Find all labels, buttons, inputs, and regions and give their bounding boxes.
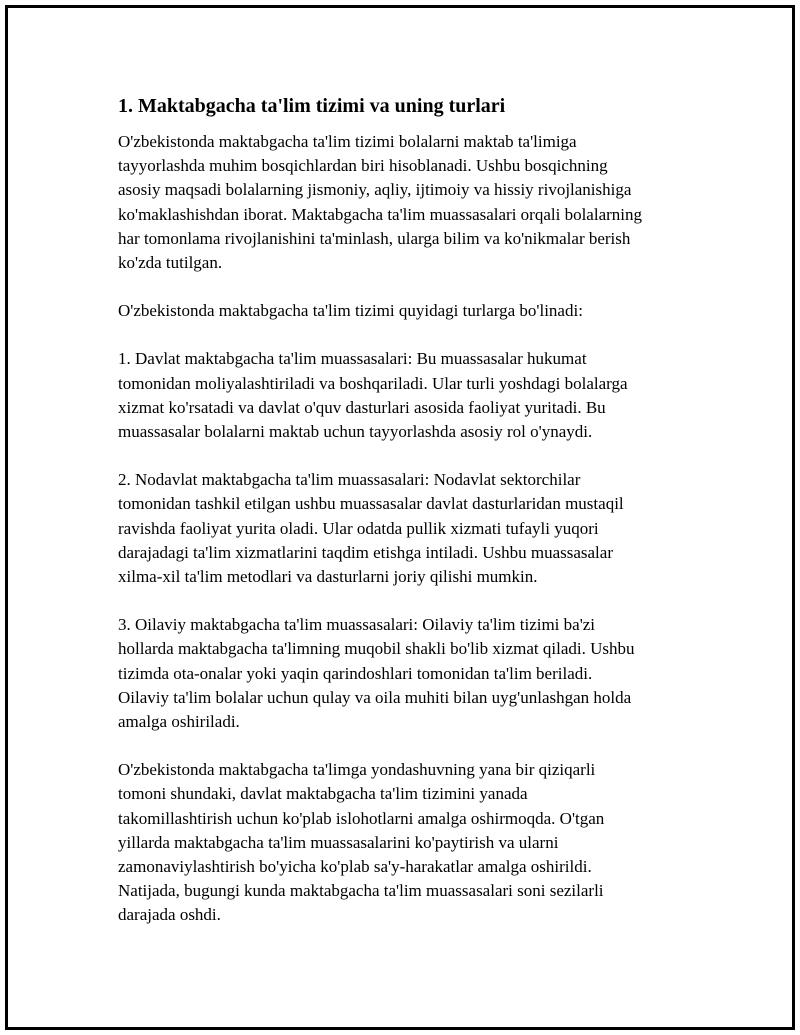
text-line: amalga oshiriladi.	[118, 712, 240, 732]
text-line: Natijada, bugungi kunda maktabgacha ta'lim muassasalari soni sezilarli	[118, 881, 604, 901]
text-line: xizmat ko'rsatadi va davlat o'quv dasturlari asosida faoliyat yuritadi. Bu	[118, 397, 606, 417]
text-line: darajada oshdi.	[118, 905, 221, 925]
paragraph-private-institutions	[118, 468, 698, 589]
paragraph-family-institutions	[118, 613, 698, 734]
text-line: O'zbekistonda maktabgacha ta'lim tizimi bolalarni maktab ta'limiga	[118, 132, 577, 151]
text-line: 2. Nodavlat maktabgacha ta'lim muassasalari: Nodavlat sektorchilar	[118, 470, 581, 490]
text-line: Oilaviy ta'lim bolalar uchun qulay va oila muhiti bilan uyg'unlashgan holda	[118, 687, 632, 707]
text-line: hollarda maktabgacha ta'limning muqobil shakli bo'lib xizmat qiladi. Ushbu	[118, 639, 635, 659]
text-line: ko'zda tutilgan.	[118, 253, 223, 273]
text-line: asosiy maqsadi bolalarning jismoniy, aqliy, ijtimoiy va hissiy rivojlanishiga	[118, 180, 632, 200]
text-line: tayyorlashda muhim bosqichlardan biri hisoblanadi. Ushbu bosqichning	[118, 156, 608, 176]
section-title: 1. Maktabgacha ta'lim tizimi va uning turlari	[118, 95, 506, 117]
document-body	[118, 92, 698, 952]
text-line: tomonidan moliyalashtiriladi va boshqariladi. Ular turli yoshdagi bolalarga	[118, 373, 628, 393]
text-line: tomonidan tashkil etilgan ushbu muassasalar davlat dasturlaridan mustaqil	[118, 494, 624, 514]
text-line: yillarda maktabgacha ta'lim muassasalarini ko'paytirish va ularni	[118, 832, 559, 852]
text-line: darajadagi ta'lim xizmatlarini taqdim etishga intiladi. Ushbu muassasalar	[118, 542, 613, 562]
paragraph-intro	[118, 130, 698, 275]
text-line: tizimda ota-onalar yoki yaqin qarindoshlari tomonidan ta'lim beriladi.	[118, 663, 593, 683]
text-line: 3. Oilaviy maktabgacha ta'lim muassasalari: Oilaviy ta'lim tizimi ba'zi	[118, 615, 596, 635]
paragraph-state-institutions	[118, 347, 698, 444]
paragraph-conclusion	[118, 758, 698, 927]
text-line: har tomonlama rivojlanishini ta'minlash, ularga bilim va ko'nikmalar berish	[118, 228, 631, 248]
text-line: xilma-xil ta'lim metodlari va dasturlarni joriy qilishi mumkin.	[118, 567, 538, 587]
text-line: 1. Davlat maktabgacha ta'lim muassasalari: Bu muassasalar hukumat	[118, 349, 587, 369]
text-line: ko'maklashishdan iborat. Maktabgacha ta'lim muassasalari orqali bolalarning	[118, 204, 643, 224]
text-line: O'zbekistonda maktabgacha ta'limga yondashuvning yana bir qiziqarli	[118, 760, 596, 780]
paragraph-types-intro	[118, 299, 698, 323]
text-line: ravishda faoliyat yurita oladi. Ular odatda pullik xizmati tufayli yuqori	[118, 518, 599, 538]
text-line: tomoni shundaki, davlat maktabgacha ta'lim tizimini yanada	[118, 784, 528, 804]
text-line: zamonaviylashtirish bo'yicha ko'plab sa'y-harakatlar amalga oshirildi.	[118, 857, 592, 877]
text-line: O'zbekistonda maktabgacha ta'lim tizimi quyidagi turlarga bo'linadi:	[118, 301, 583, 321]
text-line: takomillashtirish uchun ko'plab islohotlarni amalga oshirmoqda. O'tgan	[118, 808, 605, 828]
text-line: muassasalar bolalarni maktab uchun tayyorlashda asosiy rol o'ynaydi.	[118, 422, 593, 442]
